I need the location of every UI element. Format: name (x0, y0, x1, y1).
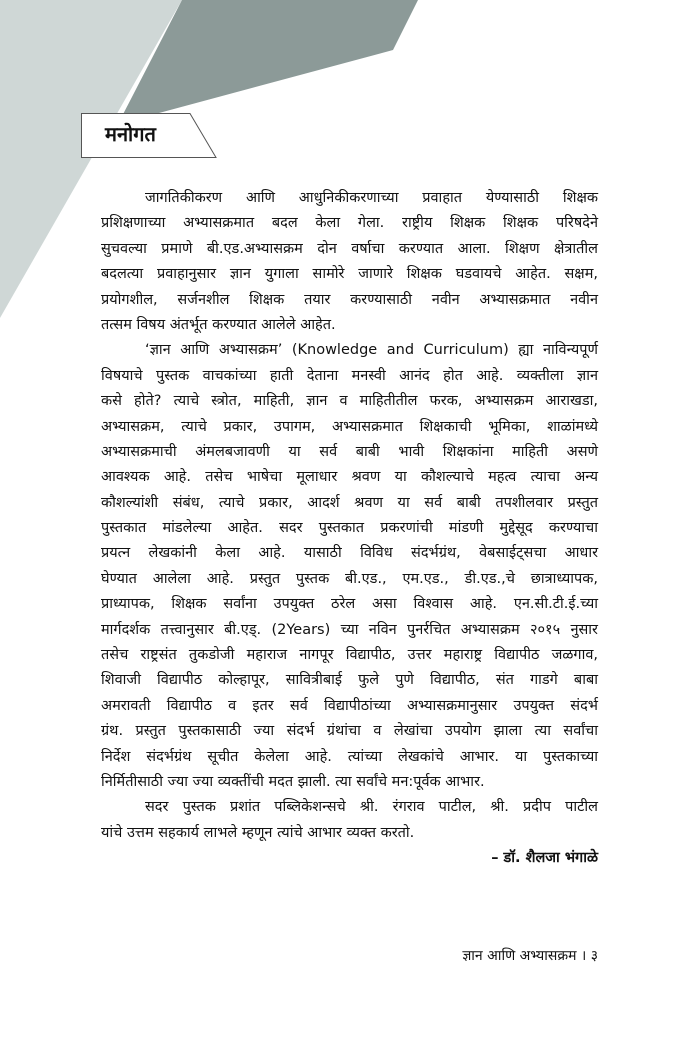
text-line: ‘ज्ञान आणि अभ्यासक्रम’ (Knowledge and Curriculum) ह्या नाविन्यपूर्ण (145, 342, 598, 359)
text-line: प्राध्यापक, शिक्षक सर्वांना उपयुक्त ठरेल असा विश्वास आहे. एन.सी.टी.ई.च्या (101, 596, 598, 613)
text-line: शिवाजी विद्यापीठ कोल्हापूर, सावित्रीबाई फुले पुणे विद्यापीठ, संत गाडगे बाबा (101, 672, 598, 689)
text-line: विषयाचे पुस्तक वाचकांच्या हाती देताना मनस्वी आनंद होत आहे. व्यक्तीला ज्ञान (101, 367, 598, 384)
text-line: तसेच राष्ट्रसंत तुकडोजी महाराज नागपूर विद्यापीठ, उत्तर महाराष्ट्र विद्यापीठ जळगाव, (101, 647, 598, 664)
text-line: सदर पुस्तक प्रशांत पब्लिकेशन्सचे श्री. रंगराव पाटील, श्री. प्रदीप पाटील (145, 799, 598, 816)
paragraph (101, 186, 598, 338)
text-line: तत्सम विषय अंतर्भूत करण्यात आलेले आहेत. (101, 316, 336, 333)
text-line: बदलत्या प्रवाहानुसार ज्ञान युगाला सामोरे जाणारे शिक्षक घडवायचे आहेत. सक्षम, (101, 266, 598, 283)
text-line: अभ्यासक्रमाची अंमलबजावणी या सर्व बाबी भावी शिक्षकांना माहिती असणे (101, 443, 598, 460)
text-line: प्रयोगशील, सर्जनशील शिक्षक तयार करण्यासाठी नवीन अभ्यासक्रमात नवीन (101, 291, 598, 308)
text-line: जागतिकीकरण आणि आधुनिकीकरणाच्या प्रवाहात येण्यासाठी शिक्षक (145, 190, 598, 206)
text-line: सुचवल्या प्रमाणे बी.एड.अभ्यासक्रम दोन वर्षाचा करण्यात आला. शिक्षण क्षेत्रातील (101, 240, 598, 257)
text-line: मार्गदर्शक तत्त्वानुसार बी.एड्. (2Years) च्या नविन पुनर्रचित अभ्यासक्रम २०१५ नुसार (101, 621, 598, 638)
text-line: घेण्यात आलेला आहे. प्रस्तुत पुस्तक बी.एड., एम.एड., डी.एड.,चे छात्राध्यापक, (101, 570, 598, 587)
page-title: मनोगत (105, 122, 156, 146)
body-text (101, 186, 598, 872)
text-line: अभ्यासक्रम, त्याचे प्रकार, उपागम, अभ्यासक्रमात शिक्षकाची भूमिका, शाळांमध्ये (101, 418, 598, 435)
section-heading (81, 113, 215, 157)
paragraph (101, 338, 598, 795)
text-line: ग्रंथ. प्रस्तुत पुस्तकासाठी ज्या संदर्भ ग्रंथांचा व लेखांचा उपयोग झाला त्या सर्वांचा (101, 723, 598, 740)
text-line: कौशल्यांशी संबंध, त्याचे प्रकार, आदर्श श्रवण या सर्व बाबी तपशीलवार प्रस्तुत (101, 494, 598, 511)
text-line: कसे होते? त्याचे स्त्रोत, माहिती, ज्ञान व माहितीतील फरक, अभ्यासक्रम आराखडा, (101, 393, 598, 410)
text-line: अमरावती विद्यापीठ व इतर सर्व विद्यापीठांच्या अभ्यासक्रमानुसार उपयुक्त संदर्भ (101, 697, 598, 714)
text-line: पुस्तकात मांडलेल्या आहेत. सदर पुस्तकात प्रकरणांची मांडणी मुद्देसूद करण्याचा (101, 520, 598, 537)
running-footer: ज्ञान आणि अभ्यासक्रम । ३ (462, 948, 598, 964)
text-line: आवश्यक आहे. तसेच भाषेचा मूलाधार श्रवण या कौशल्याचे महत्व त्याचा अन्य (101, 469, 598, 486)
author-signature: – डॉ. शैलजा भंगाळे (491, 850, 598, 867)
text-line: प्रयत्न लेखकांनी केला आहे. यासाठी विविध संदर्भग्रंथ, वेबसाईट्सचा आधार (101, 545, 598, 562)
text-line: निर्मितीसाठी ज्या ज्या व्यक्तींची मदत झाली. त्या सर्वांचे मन:पूर्वक आभार. (101, 773, 485, 790)
text-line: यांचे उत्तम सहकार्य लाभले म्हणून त्यांचे आभार व्यक्त करतो. (101, 824, 415, 841)
text-line: प्रशिक्षणाच्या अभ्यासक्रमात बदल केला गेला. राष्ट्रीय शिक्षक शिक्षक परिषदेने (101, 215, 598, 232)
paragraph (101, 795, 598, 846)
text-line: निर्देश संदर्भग्रंथ सूचीत केलेला आहे. त्यांच्या लेखकांचे आभार. या पुस्तकाच्या (101, 748, 598, 765)
